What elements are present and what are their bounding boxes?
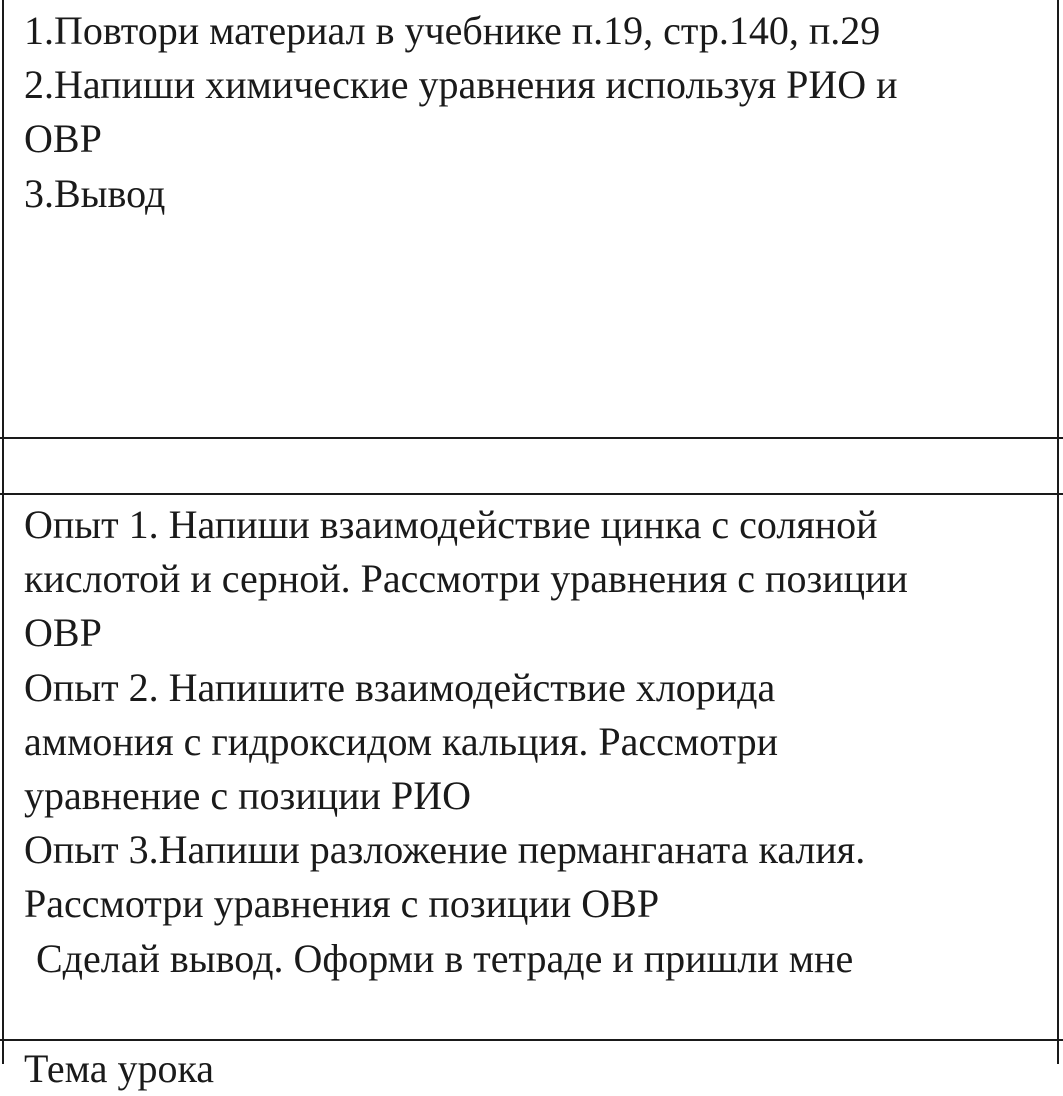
- experiments-cell: [24, 498, 1056, 986]
- instruction-line: ОВР: [24, 116, 102, 162]
- instruction-line: 2.Напиши химические уравнения используя РИО и: [24, 62, 898, 108]
- conclusion-line: Сделай вывод. Оформи в тетраде и пришли мне: [36, 935, 854, 981]
- experiment-line: кислотой и серной. Рассмотри уравнения с позиции: [24, 556, 908, 602]
- experiment-line: Опыт 3.Напиши разложение перманганата калия.: [24, 827, 866, 873]
- instruction-line: 3.Вывод: [24, 170, 166, 216]
- table-border-right: [1057, 0, 1059, 1064]
- table-border-left: [2, 0, 4, 1064]
- lesson-topic-line: Тема урока: [24, 1046, 215, 1091]
- empty-cell: [24, 439, 1056, 493]
- lesson-topic-cell: [24, 1042, 1056, 1096]
- instructions-cell: [24, 4, 1056, 221]
- experiment-line: аммония с гидроксидом кальция. Рассмотри: [24, 718, 779, 764]
- experiment-line: ОВР: [24, 610, 102, 656]
- row-divider-2: [0, 493, 1063, 495]
- experiment-line: Опыт 1. Напиши взаимодействие цинка с соляной: [24, 502, 878, 547]
- experiment-line: Рассмотри уравнения с позиции ОВР: [24, 881, 660, 927]
- row-divider-3: [0, 1039, 1063, 1041]
- experiment-line: Опыт 2. Напишите взаимодействие хлорида: [24, 664, 776, 710]
- instruction-line: 1.Повтори материал в учебнике п.19, стр.140, п.29: [24, 8, 881, 53]
- experiment-line: уравнение с позиции РИО: [24, 772, 471, 818]
